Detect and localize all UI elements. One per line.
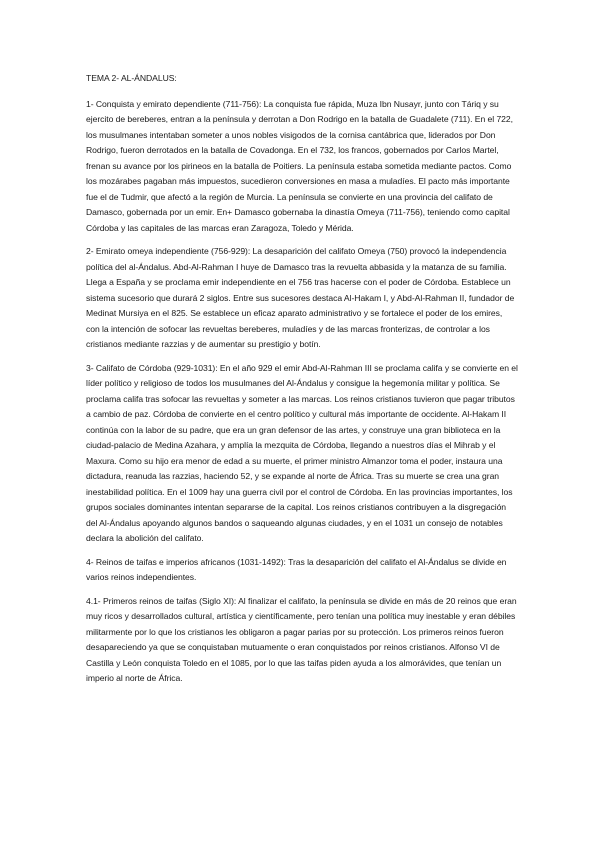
document-title: TEMA 2- AL-ÁNDALUS: <box>86 73 177 83</box>
paragraph-reinos-taifas-imperios: 4- Reinos de taifas e imperios africanos (1031-1492): Tras la desaparición del califato el Al-Ándalus se divide en varios reinos independientes. <box>86 556 507 582</box>
document-body <box>86 71 518 695</box>
paragraph-conquista-emirato-dependiente: 1- Conquista y emirato dependiente (711-756): La conquista fue rápida, Muza Ibn Nusayr, junto con Táriq y su ejercito de bereberes, entran a la península y derrotan a Don Rodrigo en la batalla de Guadalete (711). En el 722, los musulmanes intentaban someter a unos nobles visigodos de la cornisa cantábrica que, liderados por Don Rodrigo, fueron derrotados en la batalla de Covadonga. En el 732, los francos, gobernados por Carlos Martel, frenan su avance por los pirineos en la batalla de Poitiers. La península estaba sometida mediante pactos. Como los mozárabes pagaban más impuestos, sucedieron conversiones en masa a muladíes. El pacto más importante fue el de Tudmir, que afectó a la región de Murcia. La península se convierte en una provincia del califato de Damasco, gobernada por un emir. En+ Damasco gobernaba la dinastía Omeya (711-756), teniendo como capital Córdoba y las capitales de las marcas eran Zaragoza, Toledo y Mérida. <box>86 98 513 233</box>
paragraph-emirato-omeya-independiente: 2- Emirato omeya independiente (756-929): La desaparición del califato Omeya (750) provocó la independencia política del al-Ándalus. Abd-Al-Rahman I huye de Damasco tras la revuelta abbasida y la matanza de su familia. Llega a España y se proclama emir independiente en el 756 tras hacerse con el poder de Córdoba. Establece un sistema sucesorio que durará 2 siglos. Entre sus sucesores destaca Al-Hakam I, y Abd-Al-Rahman II, fundador de Medinat Mursiya en el 825. Se establece un eficaz aparato administrativo y se fortalece el poder de los emires, con la intención de sofocar las revueltas bereberes, muladíes y de las marcas fronterizas, de controlar a los cristianos mediante razzias y de aumentar su prestigio y botín. <box>86 246 515 349</box>
paragraph-califato-cordoba: 3- Califato de Córdoba (929-1031): En el año 929 el emir Abd-Al-Rahman III se proclama califa y se convierte en el líder político y religioso de todos los musulmanes del Al-Ándalus y consigue la hegemonía militar y política. Se proclama califa tras sofocar las revueltas y someter a las marcas. Los reinos cristianos tuvieron que pagar tributos a cambio de paz. Córdoba de convierte en el centro político y cultural más importante de occidente. Al-Hakam II continúa con la labor de su padre, que era un gran defensor de las artes, y construye una gran biblioteca en la ciudad-palacio de Medina Azahara, y amplía la mezquita de Córdoba, llegando a nuestros días el Mihrab y el Maxura. Como su hijo era menor de edad a su muerte, el primer ministro Almanzor toma el poder, instaura una dictadura, reanuda las razzias, haciendo 52, y se expande al norte de África. Tras su muerte se crea una gran inestabilidad política. En el 1009 hay una guerra civil por el control de Córdoba. En las provincias importantes, los grupos sociales dominantes intentan separarse de la capital. Los reinos cristianos contribuyen a la disgregación del Al-Ándalus apoyando algunos bandos o saqueando algunas ciudades, y en el 1031 un consejo de notables declara la abolición del califato. <box>86 362 518 543</box>
paragraph-primeros-reinos-taifas: 4.1- Primeros reinos de taifas (Siglo XI): Al finalizar el califato, la península se divide en más de 20 reinos que eran muy ricos y desarrollados cultural, artística y científicamente, pero tenían una política muy inestable y eran débiles militarmente por lo que los cristianos les obligaron a pagar parias por su protección. Los primeros reinos fueron desapareciendo ya que se conquistaban mutuamente o eran conquistados por reinos cristianos. Alfonso VI de Castilla y León conquista Toledo en el 1085, por lo que las taifas piden ayuda a los almorávides, que tenían un imperio al norte de África. <box>86 595 517 683</box>
